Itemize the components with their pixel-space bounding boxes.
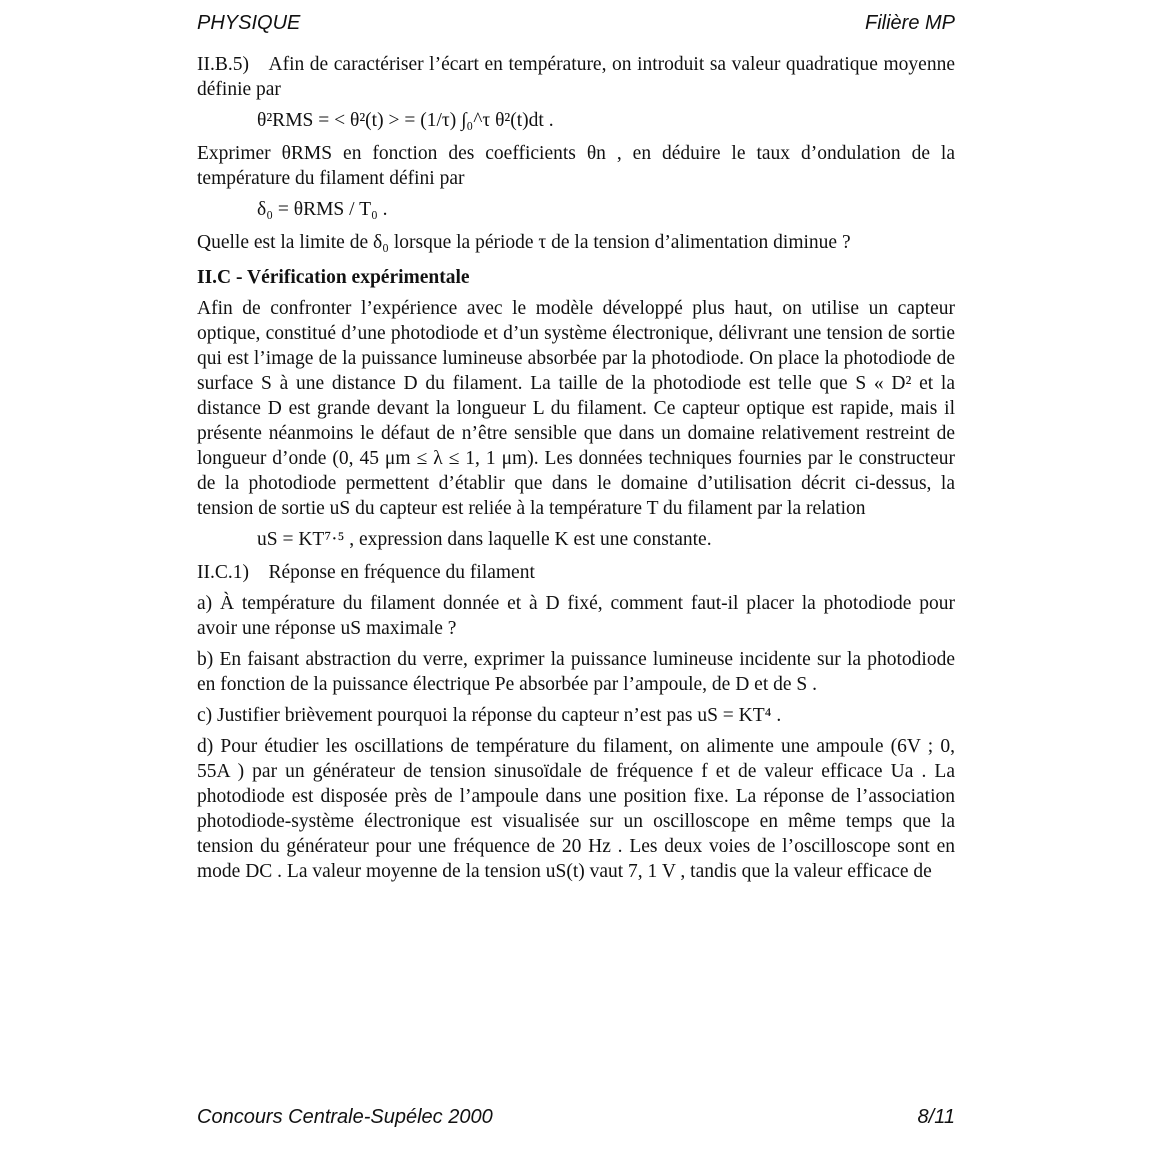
question-c: c) Justifier brièvement pourquoi la réponse du capteur n’est pas uS = KT⁴ . bbox=[197, 705, 782, 726]
question-d: d) Pour étudier les oscillations de température du filament, on alimente une ampoule (6V ; 0, 55A ) par un générateur de tension sinusoïdale de fréquence f et de valeur efficace Ua . La photodiode est disposée près de l’ampoule dans une position fixe. La réponse de l’association photodiode-système électronique est visualisée sur un oscilloscope en même temps que la tension du générateur pour une fréquence de 20 Hz . Les deux voies de l’oscilloscope sont en mode DC . La valeur moyenne de la tension uS(t) vaut 7, 1 V , tandis que la valeur efficace de bbox=[197, 736, 955, 882]
paragraph-express-theta: Exprimer θRMS en fonction des coefficients θn , en déduire le taux d’ondulation de la température du filament défini par bbox=[197, 143, 955, 189]
equation-us: uS = KT⁷·⁵ , expression dans laquelle K est une constante. bbox=[257, 529, 712, 550]
question-b: b) En faisant abstraction du verre, exprimer la puissance lumineuse incidente sur la photodiode en fonction de la puissance électrique Pe absorbée par l’ampoule, de D et de S . bbox=[197, 649, 955, 695]
footer-page-number: 8/11 bbox=[917, 1106, 955, 1128]
paragraph-iib5: II.B.5) Afin de caractériser l’écart en température, on introduit sa valeur quadratique moyenne définie par bbox=[197, 54, 955, 100]
document-body bbox=[197, 52, 955, 890]
header-track: Filière MP bbox=[864, 12, 955, 34]
paragraph-limit-delta0: Quelle est la limite de δ₀ lorsque la période τ de la tension d’alimentation diminue ? bbox=[197, 232, 851, 253]
section-title-iic: II.C - Vérification expérimentale bbox=[197, 267, 470, 288]
header-subject: PHYSIQUE bbox=[197, 12, 301, 34]
question-a: a) À température du filament donnée et à D fixé, comment faut-il placer la photodiode pour avoir une réponse uS maximale ? bbox=[197, 593, 955, 639]
subsection-iic1: II.C.1) Réponse en fréquence du filament bbox=[197, 562, 535, 583]
paragraph-iic-intro: Afin de confronter l’expérience avec le modèle développé plus haut, on utilise un capteur optique, constitué d’une photodiode et d’un système électronique, délivrant une tension de sortie qui est l’image de la puissance lumineuse absorbée par la photodiode. On place la photodiode de surface S à une distance D du filament. La taille de la photodiode est telle que S « D² et la distance D est grande devant la longueur L du filament. Ce capteur optique est rapide, mais il présente néanmoins le défaut de n’être sensible que dans un domaine relativement restreint de longueur d’onde (0, 45 μm ≤ λ ≤ 1, 1 μm). Les données techniques fournies par le constructeur de la photodiode permettent d’établir que dans le domaine d’utilisation décrit ci-dessus, la tension de sortie uS du capteur est reliée à la température T du filament par la relation bbox=[197, 298, 955, 519]
equation-theta-rms: θ²RMS = < θ²(t) > = (1/τ) ∫₀^τ θ²(t)dt . bbox=[257, 110, 554, 131]
equation-delta0: δ₀ = θRMS / T₀ . bbox=[257, 199, 388, 220]
footer-exam: Concours Centrale-Supélec 2000 bbox=[197, 1106, 493, 1128]
